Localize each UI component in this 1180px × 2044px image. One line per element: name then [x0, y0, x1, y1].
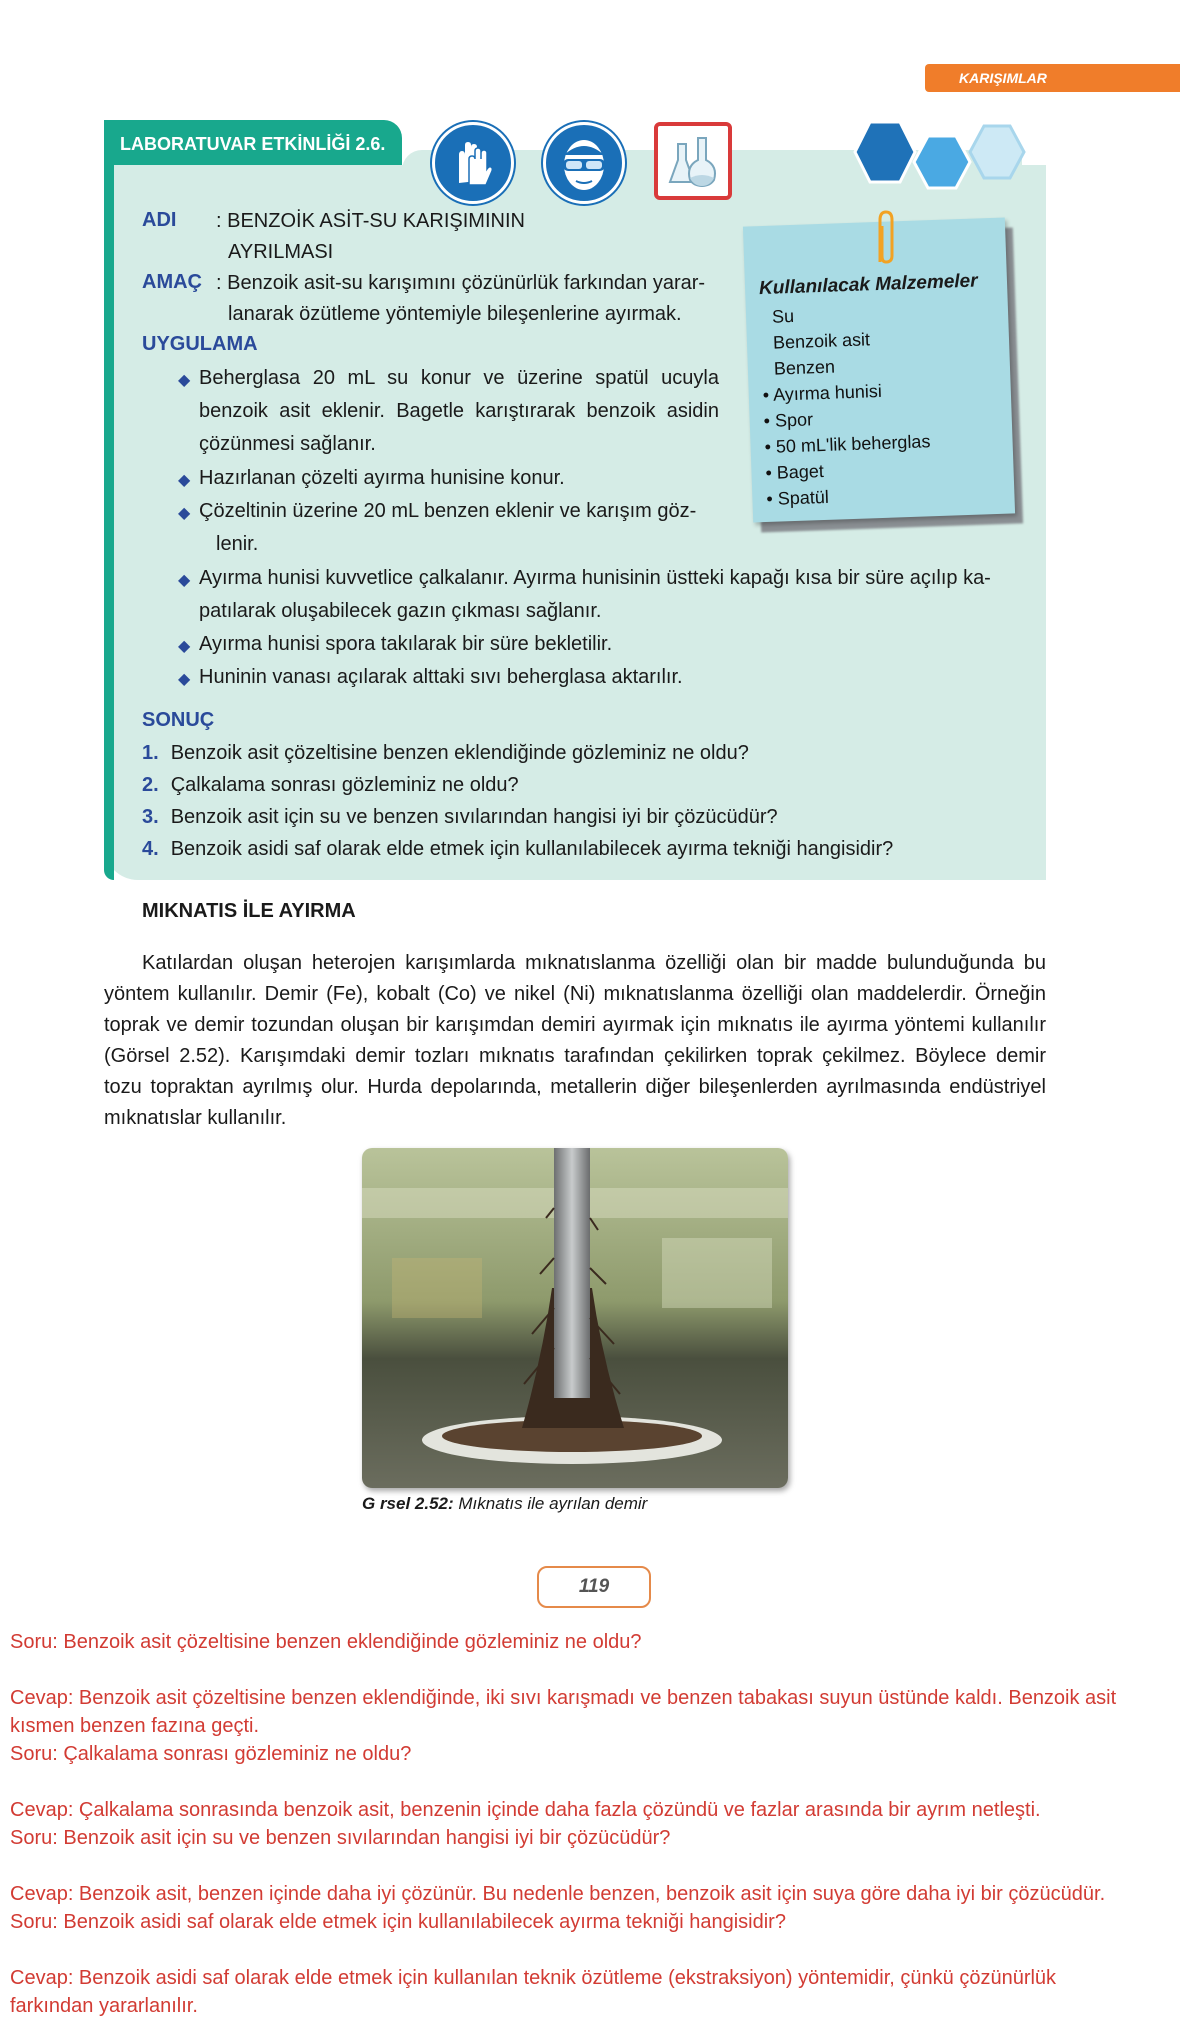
glassware-icon	[654, 122, 732, 200]
qa-answer: kısmen benzen fazına geçti.	[10, 1715, 260, 1737]
sonuc-label: SONUÇ	[142, 709, 215, 731]
caption-label: G rsel 2.52:	[362, 1494, 454, 1513]
question-number: 4.	[142, 838, 159, 860]
question-4	[142, 833, 893, 866]
adi-line1: : BENZOİK ASİT-SU KARIŞIMININ	[216, 210, 525, 232]
qa-question: Soru: Benzoik asit için su ve benzen sıvılarından hangisi iyi bir çözücüdür?	[10, 1827, 671, 1849]
qa-answer: Cevap: Benzoik asit, benzen içinde daha iyi çözünür. Bu nedenle benzen, benzoik asit için suya göre daha iyi bir çözücüdür.	[10, 1883, 1106, 1905]
material-item: • Spor	[763, 409, 814, 432]
step-bullet: ◆	[178, 671, 191, 688]
magnet-photo	[362, 1148, 788, 1488]
amac-line1: : Benzoik asit-su karışımını çözünürlük farkından yarar-	[216, 272, 706, 294]
chapter-tab: KARIŞIMLAR	[925, 64, 1180, 92]
step-5-line1: Ayırma hunisi spora takılarak bir süre bekletilir.	[199, 633, 613, 655]
question-text: Benzoik asidi saf olarak elde etmek için kullanılabilecek ayırma tekniği hangisidir?	[170, 838, 894, 860]
qa-answer: Cevap: Benzoik asit çözeltisine benzen eklendiğinde, iki sıvı karışmadı ve benzen tabakası suyun üstünde kaldı. Benzoik asit	[10, 1687, 1117, 1709]
qa-spacer	[10, 1656, 1170, 1684]
question-number: 2.	[142, 774, 159, 796]
qa-question: Soru: Çalkalama sonrası gözleminiz ne oldu?	[10, 1743, 412, 1765]
step-4-line2: patılarak oluşabilecek gazın çıkması sağlanır.	[199, 600, 602, 622]
step-bullet: ◆	[178, 638, 191, 655]
material-item: • 50 mL'lik beherglas	[764, 431, 931, 458]
step-6-line1: Huninin vanası açılarak alttaki sıvı beherglasa aktarılır.	[199, 666, 683, 688]
qa-block	[10, 1628, 1170, 2020]
step-bullet: ◆	[178, 505, 191, 522]
magnet-paragraph	[104, 948, 1046, 1134]
step-1-line3: çözünmesi sağlanır.	[199, 433, 376, 455]
question-number: 3.	[142, 806, 159, 828]
hexagon-decoration	[848, 112, 1046, 204]
qa-spacer	[10, 1852, 1170, 1880]
para-line: Katılardan oluşan heterojen karışımlarda mıknatıslanma özelliği olan bir madde bulunduğunda bu	[142, 952, 1046, 974]
qa-answer: farkından yararlanılır.	[10, 1995, 198, 2017]
para-line: toprak ve demir tozundan oluşan bir karışımdan demiri ayırmak için mıknatıs ile ayırma yöntemi kullanılır	[104, 1014, 1046, 1036]
step-bullet: ◆	[178, 372, 191, 389]
lab-stripe	[104, 165, 114, 880]
page-number: 119	[537, 1566, 651, 1608]
para-line: tozu topraktan ayrılmış olur. Hurda depolarında, metallerin diğer bileşenlerden ayrılmasında endüstriyel	[104, 1076, 1046, 1098]
material-item: • Ayırma hunisi	[762, 380, 883, 406]
question-text: Benzoik asit için su ve benzen sıvılarından hangisi iyi bir çözücüdür?	[170, 806, 778, 828]
material-item-text: Baget	[776, 460, 825, 483]
qa-question: Soru: Benzoik asit çözeltisine benzen eklendiğinde gözleminiz ne oldu?	[10, 1631, 642, 1653]
paperclip-icon	[872, 208, 898, 268]
question-1	[142, 737, 749, 770]
safety-goggles-icon	[543, 122, 625, 204]
step-2-line1: Hazırlanan çözelti ayırma hunisine konur.	[199, 467, 565, 489]
material-item: • Spatül	[766, 486, 830, 510]
step-bullet: ◆	[178, 472, 191, 489]
question-2	[142, 769, 519, 802]
question-3	[142, 801, 778, 834]
adi-line2: AYRILMASI	[228, 241, 334, 263]
step-3-line1: Çözeltinin üzerine 20 mL benzen eklenir ve karışım göz-	[199, 500, 697, 522]
qa-answer: Cevap: Benzoik asidi saf olarak elde etmek için kullanılan teknik özütleme (ekstraksiyon) yöntemidir, çünkü çözünürlük	[10, 1967, 1057, 1989]
step-1-line1: Beherglasa 20 mL su konur ve üzerine spatül ucuyla	[199, 367, 719, 389]
material-item: Su	[771, 305, 795, 327]
caption-text: Mıknatıs ile ayrılan demir	[453, 1494, 648, 1513]
qa-answer: Cevap: Çalkalama sonrasında benzoik asit, benzenin içinde daha fazla çözündü ve fazlar arasında bir ayrım netleşti.	[10, 1799, 1041, 1821]
material-item-text: Spor	[774, 409, 814, 431]
material-item: Benzen	[773, 356, 836, 379]
section-title: MIKNATIS İLE AYIRMA	[142, 900, 356, 922]
uygulama-label: UYGULAMA	[142, 333, 258, 355]
question-text: Benzoik asit çözeltisine benzen eklendiğinde gözleminiz ne oldu?	[170, 742, 749, 764]
step-1-line2: benzoik asit eklenir. Bagetle karıştırarak benzoik asidin	[199, 400, 719, 422]
step-4-line1: Ayırma hunisi kuvvetlice çalkalanır. Ayırma hunisinin üstteki kapağı kısa bir süre açılıp ka-	[199, 567, 991, 589]
photo-caption	[362, 1494, 647, 1514]
step-3-line2: lenir.	[216, 533, 259, 555]
amac-line2: lanarak özütleme yöntemiyle bileşenlerine ayırmak.	[228, 303, 682, 325]
para-line: (Görsel 2.52). Karışımdaki demir tozları mıknatıs tarafından çekilirken toprak çekilmez. Böylece demir	[104, 1045, 1046, 1067]
material-item: • Baget	[765, 460, 825, 484]
qa-spacer	[10, 1768, 1170, 1796]
qa-spacer	[10, 1936, 1170, 1964]
question-number: 1.	[142, 742, 159, 764]
para-line: mıknatıslar kullanılır.	[104, 1107, 287, 1129]
qa-question: Soru: Benzoik asidi saf olarak elde etmek için kullanılabilecek ayırma tekniği hangisidir?	[10, 1911, 786, 1933]
adi-label: ADI	[142, 209, 177, 231]
gloves-icon	[432, 122, 514, 204]
amac-label: AMAÇ	[142, 271, 202, 293]
materials-title: Kullanılacak Malzemeler	[758, 270, 978, 300]
material-item: Benzoik asit	[772, 329, 871, 353]
material-item-text: Ayırma hunisi	[772, 380, 883, 405]
step-bullet: ◆	[178, 572, 191, 589]
material-item-text: Spatül	[777, 486, 830, 509]
question-text: Çalkalama sonrası gözleminiz ne oldu?	[170, 774, 519, 796]
lab-title: LABORATUVAR ETKİNLİĞİ 2.6.	[104, 120, 402, 165]
para-line: yöntem kullanılır. Demir (Fe), kobalt (Co) ve nikel (Ni) mıknatıslanma özelliği olan maddelerdir. Örneğin	[104, 983, 1046, 1005]
material-item-text: 50 mL'lik beherglas	[775, 431, 931, 457]
